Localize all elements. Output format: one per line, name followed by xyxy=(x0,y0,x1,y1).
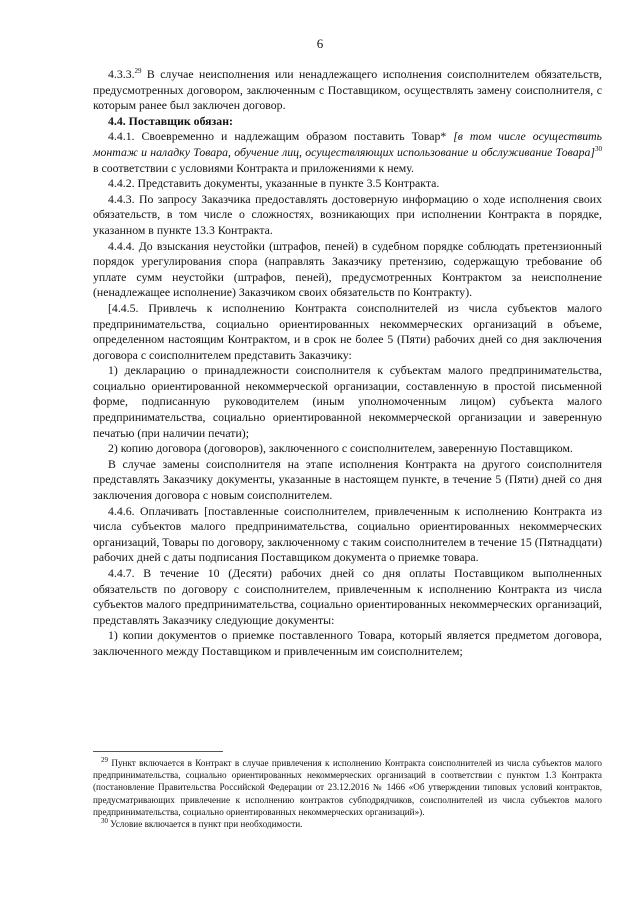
footnotes xyxy=(93,757,602,830)
section-heading-4-4: 4.4. Поставщик обязан: xyxy=(108,113,233,128)
footnote-ref-30: 30 xyxy=(595,145,602,154)
paragraph-4-4-7: 4.4.7. В течение 10 (Десяти) рабочих дней со дня оплаты Поставщиком выполненных обязательств по договору с соисполнителем, привлеченным к исполнению Контракта из числа субъектов малого предпринимательства, социально ориентированных некоммерческих организаций, представлять Заказчику следующие документы: xyxy=(93,566,602,627)
paragraph-4-4-5-item-1: 1) декларацию о принадлежности соисполнителя к субъектам малого предпринимательства, социально ориентированной некоммерческой организации, составленную в простой письменной форме, подписанную руководителем (иным уполномоченным лицом) субъекта малого предпринимательства, социально ориентированной некоммерческой организации и заверенную печатью (при наличии печати); xyxy=(93,363,602,440)
paragraph-4-4-1: 4.4.1. Своевременно и надлежащим образом поставить Товар* [в том числе осуществить монтаж и наладку Товара, обучение лиц, осуществляющих использование и обслуживание Товара]$^{30}$ в соответствии с условиями Контракта и приложениями к нему. xyxy=(93,129,602,175)
paragraph-4-4-2: 4.4.2. Представить документы, указанные в пункте 3.5 Контракта. xyxy=(108,176,440,191)
footnote-30: $^{30}$ Условие включается в пункт при необходимости. xyxy=(101,816,303,830)
footnote-29: $^{29}$ Пункт включается в Контракт в случае привлечения к исполнению Контракта соисполнителей из числа субъектов малого предпринимательства, социально ориентированных некоммерческих организаций в соответствии с пунктом 1.3 Контракта (постановление Правительства Российской Федерации от 23.12.2016 № 1466 «Об утверждении типовых условий контрактов, предусматривающих привлечение к исполнению контрактов субподрядчиков, соисполнителей из числа субъектов малого предпринимательства, социально ориентированных некоммерческих организаций»). xyxy=(93,755,602,817)
paragraph-4-4-5: [4.4.5. Привлечь к исполнению Контракта соисполнителей из числа субъектов малого предпринимательства, социально ориентированных некоммерческих организаций в объеме, определенном настоящим Контрактом, и в срок не более 5 (Пяти) рабочих дней со дня заключения договора с соисполнителем представить Заказчику: xyxy=(93,300,602,362)
footnote-separator xyxy=(93,751,223,752)
paragraph-4-4-3: 4.4.3. По запросу Заказчика предоставлять достоверную информацию о ходе исполнения своих обязательств, в том числе о сложностях, возникающих при исполнении Контракта в порядке, указанном в пункте 13.3 Контракта. xyxy=(93,191,602,237)
paragraph-4-4-7-item-1: 1) копии документов о приемке поставленного Товара, который является предметом договора, заключенного между Поставщиком и привлеченным им соисполнителем; xyxy=(93,628,602,658)
page-number: 6 xyxy=(316,36,324,51)
paragraph-4-3-3: 4.3.3.29 В случае неисполнения или ненадлежащего исполнения соисполнителем обязательств, предусмотренных договором, заключенным с Поставщиком, осуществлять замену соисполнителя, с которым ранее был заключен договор. xyxy=(93,67,602,113)
paragraph-4-4-6: 4.4.6. Оплачивать [поставленные соисполнителем, привлеченным к исполнению Контракта из числа субъектов малого предпринимательства, социально ориентированных некоммерческих организаций, Товары по договору, заключенному с таким соисполнителем в течение 15 (Пятнадцати) рабочих дней с даты подписания Поставщиком документа о приемке товара. xyxy=(93,503,602,565)
paragraph-4-4-5-replacement: В случае замены соисполнителя на этапе исполнения Контракта на другого соисполнителя представлять Заказчику документы, указанные в настоящем пункте, в течение 5 (Пяти) дней со дня заключения договора с новым соисполнителем. xyxy=(93,456,602,503)
footnote-ref-29: 29 xyxy=(134,67,142,76)
paragraph-4-4-5-item-2: 2) копию договора (договоров), заключенного с соисполнителем, заверенную Поставщиком. xyxy=(108,441,573,456)
paragraph-4-4-4: 4.4.4. До взыскания неустойки (штрафов, пеней) в судебном порядке соблюдать претензионный порядок урегулирования спора (направлять Заказчику претензию, содержащую требование об уплате сумм неустойки (штрафов, пеней), предусмотренных Контрактом за неисполнение (ненадлежащее исполнение) Заказчиком своих обязательств по Контракту). xyxy=(93,238,602,300)
document-body xyxy=(93,67,602,660)
